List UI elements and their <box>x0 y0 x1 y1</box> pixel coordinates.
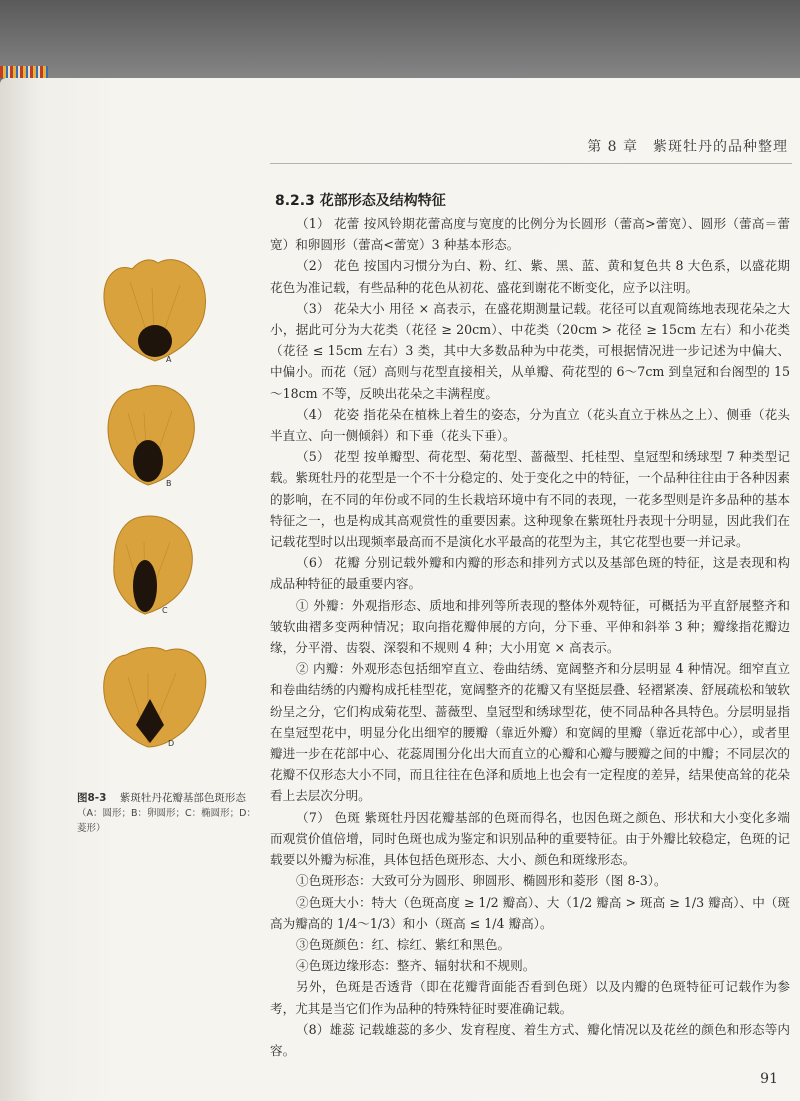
petal-image-a <box>100 257 220 363</box>
paragraph-blotch-shape: ①色斑形态：大致可分为圆形、卵圆形、椭圆形和菱形（图 8-3）。 <box>296 873 667 889</box>
figure-letter-d: D <box>168 739 175 748</box>
paragraph-blotch-extra: 另外，色斑是否透背（即在花瓣背面能否看到色斑）以及内瓣的色斑特征可记载作为参考，尤其是当它们作为品种的特殊特征时要准确记载。 <box>270 979 790 1016</box>
petal-image-d <box>100 643 220 751</box>
paragraph-inner-petals: ② 内瓣：外观形态包括细窄直立、卷曲结绣、宽阔整齐和分层明显 4 种情况。细窄直立和卷曲结绣的内瓣构成托桂型花，宽阔整齐的花瓣又有坚挺层叠、轻褶紧凑、舒展疏松和皱软纷呈之分，它们构成菊花型、蔷薇型、皇冠型和绣球型花，使不同品种各具特色。分层明显指在皇冠型花中，明显分化出细窄的腰瓣（靠近外瓣）和宽阔的里瓣（靠近花部中心），或者里瓣进一步在花部中心、花蕊周围分化出大而直立的心瓣和心瓣与腰瓣之间的中瓣；不同层次的花瓣不仅形态大小不同，而且往往在色泽和质地上也会有一定程度的差异，结果使高耸的花朵看上去层次分明。 <box>270 661 790 804</box>
figure-caption <box>77 791 257 836</box>
paragraph-stamen: （8）雄蕊 记载雄蕊的多少、发育程度、着生方式、瓣化情况以及花丝的颜色和形态等内容。 <box>270 1021 790 1058</box>
paragraph-posture: （4） 花姿 指花朵在植株上着生的姿态，分为直立（花头直立于株丛之上）、侧垂（花头半直立、向一侧倾斜）和下垂（花头下垂）。 <box>270 406 790 444</box>
paragraph-bud: （1） 花蕾 按风铃期花蕾高度与宽度的比例分为长圆形（蕾高>蕾宽）、圆形（蕾高＝蕾宽）和卵圆形（蕾高<蕾宽）3 种基本形态。 <box>270 216 790 253</box>
running-head: 第 8 章 紫斑牡丹的品种整理 <box>587 139 788 155</box>
page-number: 91 <box>760 1071 778 1087</box>
paragraph-blotch: （7） 色斑 紫斑牡丹因花瓣基部的色斑而得名，也因色斑之颜色、形状和大小变化多端而观赏价值倍增，同时色斑也成为鉴定和识别品种的重要特征。由于外瓣比较稳定，色斑的记载要以外瓣为标准，具体包括色斑形态、大小、颜色和斑缘形态。 <box>270 809 790 868</box>
figure-caption-label: 图8-3 <box>77 792 107 804</box>
paragraph-size: （3） 花朵大小 用径 × 高表示，在盛花期测量记载。花径可以直观简练地表现花朵之大小，据此可分为大花类（花径 ≥ 20cm）、中花类（20cm > 花径 ≥ 15cm 左右）和小花类（花径 ≤ 15cm 左右）3 类，其中大多数品种为中花类，可根据情况进一步记述为中偏大、中偏小。而花（冠）高则与花型直接相关，从单瓣、荷花型的 6～7cm 到皇冠和台阁型的 15～18cm 不等，反映出花朵之丰满程度。 <box>270 300 790 401</box>
figure-letter-c: C <box>162 606 168 615</box>
background-strip <box>0 0 800 78</box>
figure-letter-b: B <box>166 479 172 488</box>
petal-image-b <box>100 383 220 488</box>
book-spine-marks <box>0 66 48 78</box>
paragraph-blotch-edge: ④色斑边缘形态：整齐、辐射状和不规则。 <box>296 958 536 974</box>
paragraph-color: （2） 花色 按国内习惯分为白、粉、红、紫、黑、蓝、黄和复色共 8 大色系，以盛花期花色为准记载，有些品种的花色从初花、盛花到谢花不断变化，应予以注明。 <box>270 258 790 295</box>
figure-letter-a: A <box>166 355 172 364</box>
paragraph-blotch-color: ③色斑颜色：红、棕红、紫红和黑色。 <box>296 936 511 952</box>
petal-image-c <box>100 512 220 617</box>
section-title: 8.2.3 花部形态及结构特征 <box>275 193 446 209</box>
header-rule <box>270 163 792 164</box>
figure-caption-subtitle: （A：圆形；B：卵圆形；C：椭圆形；D：菱形） <box>77 808 256 834</box>
paragraph-blotch-size: ②色斑大小：特大（色斑高度 ≥ 1/2 瓣高）、大（1/2 瓣高 > 斑高 ≥ 1/3 瓣高）、中（斑高为瓣高的 1/4～1/3）和小（斑高 ≤ 1/4 瓣高）。 <box>270 894 790 931</box>
body-text <box>270 213 790 1061</box>
figure-caption-title: 紫斑牡丹花瓣基部色斑形态 <box>119 792 246 804</box>
paragraph-petals: （6） 花瓣 分别记载外瓣和内瓣的形态和排列方式以及基部色斑的特征，这是表现和构成品种特征的最重要内容。 <box>270 555 790 592</box>
paragraph-form: （5） 花型 按单瓣型、荷花型、菊花型、蔷薇型、托桂型、皇冠型和绣球型 7 种类型记载。紫斑牡丹的花型是一个不十分稳定的、处于变化之中的特征，一个品种往往由于各种因素的影响，在不同的年份或不同的生长栽培环境中有不同的表现，一花多型则是许多品种的基本特征之一，也是构成其高观赏性的重要因素。这种现象在紫斑牡丹表现十分明显，因此我们在记载花型时以出现频率最高而不是演化水平最高的花型为主，其它花型也要一并记录。 <box>270 449 790 550</box>
paragraph-outer-petals: ① 外瓣：外观指形态、质地和排列等所表现的整体外观特征，可概括为平直舒展整齐和皱软曲褶多变两种情况；取向指花瓣伸展的方向，分下垂、平伸和斜举 3 种；瓣缘指花瓣边缘，分平滑、齿裂、深裂和不规则 4 种；大小用宽 × 高表示。 <box>270 597 790 656</box>
